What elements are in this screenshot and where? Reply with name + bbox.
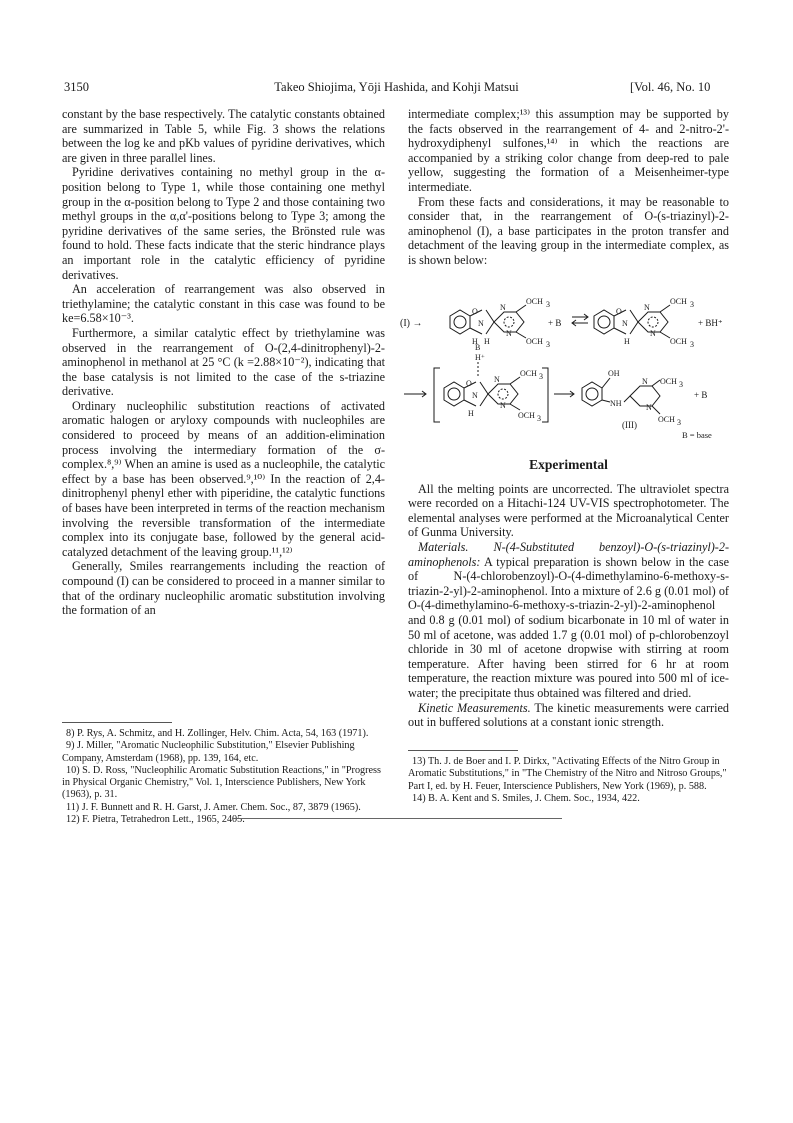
paragraph: constant by the base respectively. The catalytic constants obtained are summarized in Table 5, while Fig. 3 shows the relations between the log ke and pKb values of pyridine derivatives, which are given in three parallel lines.: [62, 107, 385, 165]
substituent-label: OCH: [526, 297, 543, 306]
footnotes-left: [62, 728, 385, 826]
benzene-ring-icon: [450, 310, 470, 334]
atom-label: N: [472, 391, 478, 400]
subscript: 3: [690, 300, 694, 309]
base-reagent: + B: [548, 318, 562, 328]
substituent-label: OCH: [660, 377, 677, 386]
aromatic-circle-icon: [586, 388, 598, 400]
regenerated-base: + B: [694, 390, 708, 400]
run-in-heading: Kinetic Measurements.: [418, 700, 531, 715]
base-definition: B = base: [682, 430, 712, 440]
benzene-ring-icon: [582, 382, 602, 406]
paragraph-body: The kinetic measurements were carried out in buffered solutions at a constant ionic strength.: [408, 700, 730, 730]
atom-label: O: [472, 307, 478, 316]
atom-label: N: [500, 401, 506, 410]
subscript: 3: [539, 372, 543, 381]
atom-label: O: [466, 379, 472, 388]
footnote: 12) F. Pietra, Tetrahedron Lett., 1965, 2405.: [66, 814, 245, 826]
substituent-label: OCH: [670, 297, 687, 306]
atom-label: O: [616, 307, 622, 316]
atom-label: N: [494, 375, 500, 384]
paragraph: Pyridine derivatives containing no methyl group in the α-position belong to Type 1, while those containing one methyl group in the α-position belong to Type 2 and those containing two methyl groups in the α,α'-positions belong to Type 3; among the pyridine derivatives of the same series, the Brönsted rule was found to hold. These facts indicate that the steric hindrance plays an important role in the catalytic efficiency of pyridine derivatives.: [62, 165, 385, 282]
atom-label: N: [646, 403, 652, 412]
running-header-authors: Takeo Shiojima, Yōji Hashida, and Kohji Matsui: [274, 80, 519, 94]
subscript: 3: [679, 380, 683, 389]
subscript: 3: [546, 300, 550, 309]
paragraph: An acceleration of rearrangement was also observed in triethylamine; the catalytic constant in this case was found to be ke=6.58×10⁻³.: [62, 282, 385, 326]
benzene-ring-icon: [594, 310, 614, 334]
atom-label: H: [468, 409, 474, 418]
aromatic-circle-icon: [598, 316, 610, 328]
subscript: 3: [537, 414, 541, 423]
left-column: [62, 107, 385, 618]
benzene-ring-icon: [444, 382, 464, 406]
anionic-circle-icon: [504, 317, 514, 327]
atom-label: N: [650, 329, 656, 338]
atom-label: N: [642, 377, 648, 386]
atom-label: N: [500, 303, 506, 312]
paragraph: [408, 701, 729, 730]
footnote-rule: [408, 750, 518, 751]
paragraph: Generally, Smiles rearrangements including the reaction of compound (I) can be considered to proceed in a manner similar to that of the ordinary nucleophilic aromatic substitution involving the formation of an: [62, 559, 385, 618]
paragraph: From these facts and considerations, it may be reasonable to consider that, in the rearrangement of O-(s-triazinyl)-2-aminophenol (I), a base participates in the proton transfer and detachment of the leaving group in the intermediate complex, as is shown below:: [408, 194, 729, 267]
anionic-circle-icon: [648, 317, 658, 327]
footnote-rule: [62, 722, 172, 723]
compound-label: (III): [622, 420, 637, 430]
reactant-label: (I) →: [400, 318, 423, 329]
triazine-ring-icon: [630, 386, 660, 406]
run-in-heading: Materials.: [418, 539, 469, 554]
hydroxyl-label: OH: [608, 369, 620, 378]
subscript: 3: [546, 340, 550, 349]
footnote: 10) S. D. Ross, "Nucleophilic Aromatic Substitution Reactions," in "Progress in Physical Organic Chemistry," Vol. 1, Interscience Publishers, New York (1963), p. 31.: [62, 764, 381, 801]
page-end-rule: [232, 818, 562, 819]
footnote: 8) P. Rys, A. Schmitz, and H. Zollinger, Helv. Chim. Acta, 54, 163 (1971).: [66, 728, 369, 739]
subscript: 3: [690, 340, 694, 349]
footnotes-right: [408, 756, 729, 805]
footnote: 14) B. A. Kent and S. Smiles, J. Chem. Soc., 1934, 422.: [412, 792, 640, 804]
substituent-label: OCH: [526, 337, 543, 346]
footnote: 13) Th. J. de Boer and I. P. Dirkx, "Activating Effects of the Nitro Group in Aromatic Substitutions," in "The Chemistry of the Nitro and Nitroso Groups," Part I, ed. by H. Feuer, Interscience Publishers, New York (1969), p. 588.: [408, 756, 727, 792]
paragraph-body: A typical preparation is shown below in the case of N-(4-chlorobenzoyl)-O-(4-dimethylamino-6-methoxy-s-triazin-2-yl)-2-aminophenol. Into a mixture of 2.6 g (0.01 mol) of O-(4-dimethylamino-6-methoxy-s-triazin-2-yl)-2-aminophenol and 0.8 g (0.01 mol) of sodium bicarbonate in 10 ml of water in 50 ml of acetone, was added 1.7 g (0.01 mol) of p-chlorobenzoyl chloride in 30 ml of acetone dropwise with stirring at room temperature. After having been stirred for 6 hr at room temperature, the reaction mixture was poured into 500 ml of ice-water; the precipitate thus obtained was filtered and dried.: [408, 554, 729, 700]
right-column-top: [408, 107, 729, 268]
footnote: 11) J. F. Bunnett and R. H. Garst, J. Amer. Chem. Soc., 87, 3879 (1965).: [66, 801, 361, 813]
atom-label: N: [478, 319, 484, 328]
right-column-experimental: [408, 458, 729, 730]
aromatic-circle-icon: [448, 388, 460, 400]
journal-reference: [Vol. 46, No. 10: [630, 80, 711, 94]
atom-label: B: [475, 343, 481, 352]
paragraph: intermediate complex;¹³⁾ this assumption may be supported by the facts observed in the rearrangement of 4- and 2-nitro-2'-hydroxydiphenyl sulfones,¹⁴⁾ in which the reactions are accompanied by a striking color change from deep-red to pale yellow, suggesting the formation of a Meisenheimer-type intermediate.: [408, 107, 729, 194]
amine-label: NH: [610, 399, 622, 408]
substituent-label: OCH: [518, 411, 535, 420]
atom-label: H: [484, 337, 490, 346]
substituent-label: OCH: [658, 415, 675, 424]
anionic-circle-icon: [498, 389, 508, 399]
page-number: 3150: [64, 80, 89, 94]
paragraph: Furthermore, a similar catalytic effect by triethylamine was observed in the rearrangement of O-(2,4-dinitrophenyl)-2-aminophenol in methanol at 25 °C (k =2.88×10⁻²), indicating that the base catalysis is not limited to the case of the s-triazine derivative.: [62, 325, 385, 399]
conjugate-acid: + BH⁺: [698, 318, 723, 328]
subscript: 3: [677, 418, 681, 427]
atom-label: H: [472, 337, 478, 346]
atom-label: H⁺: [475, 353, 485, 362]
atom-label: N: [644, 303, 650, 312]
substituent-label: OCH: [670, 337, 687, 346]
atom-label: H: [624, 337, 630, 346]
paragraph: Ordinary nucleophilic substitution reactions of activated aromatic halogen or aryloxy compounds with nucleophiles are considered to proceed by means of an addition-elimination process involving the intermediary formation of the σ-complex.⁸,⁹⁾ When an amine is used as a nucleophile, the catalytic effect by a base has been observed.⁹,¹⁰⁾ In the reaction of 2,4-dinitrophenyl phenyl ether with piperidine, the catalytic functions of bases have been interpreted in terms of the reaction mechanism involving the reversible transformation of the intermediate complex into its conjugate base, followed by the general acid-catalyzed detachment of the leaving group.¹¹,¹²⁾: [62, 398, 385, 559]
run-in-title: N-(4-Substituted benzoyl)-O-(s-triazinyl)-2-aminophenols:: [408, 539, 730, 569]
atom-label: N: [506, 329, 512, 338]
substituent-label: OCH: [520, 369, 537, 378]
reaction-scheme: [398, 292, 743, 444]
paragraph: [408, 540, 729, 701]
footnote: 9) J. Miller, "Aromatic Nucleophilic Substitution," Elsevier Publishing Company, Amsterdam (1968), pp. 139, 164, etc.: [62, 740, 355, 764]
paragraph: All the melting points are uncorrected. The ultraviolet spectra were recorded on a Hitachi-124 UV-VIS spectrophotometer. The elemental analyses were performed at the Microanalytical Center of Gunma University.: [408, 481, 729, 540]
experimental-heading: Experimental: [529, 457, 608, 472]
atom-label: N: [622, 319, 628, 328]
aromatic-circle-icon: [454, 316, 466, 328]
